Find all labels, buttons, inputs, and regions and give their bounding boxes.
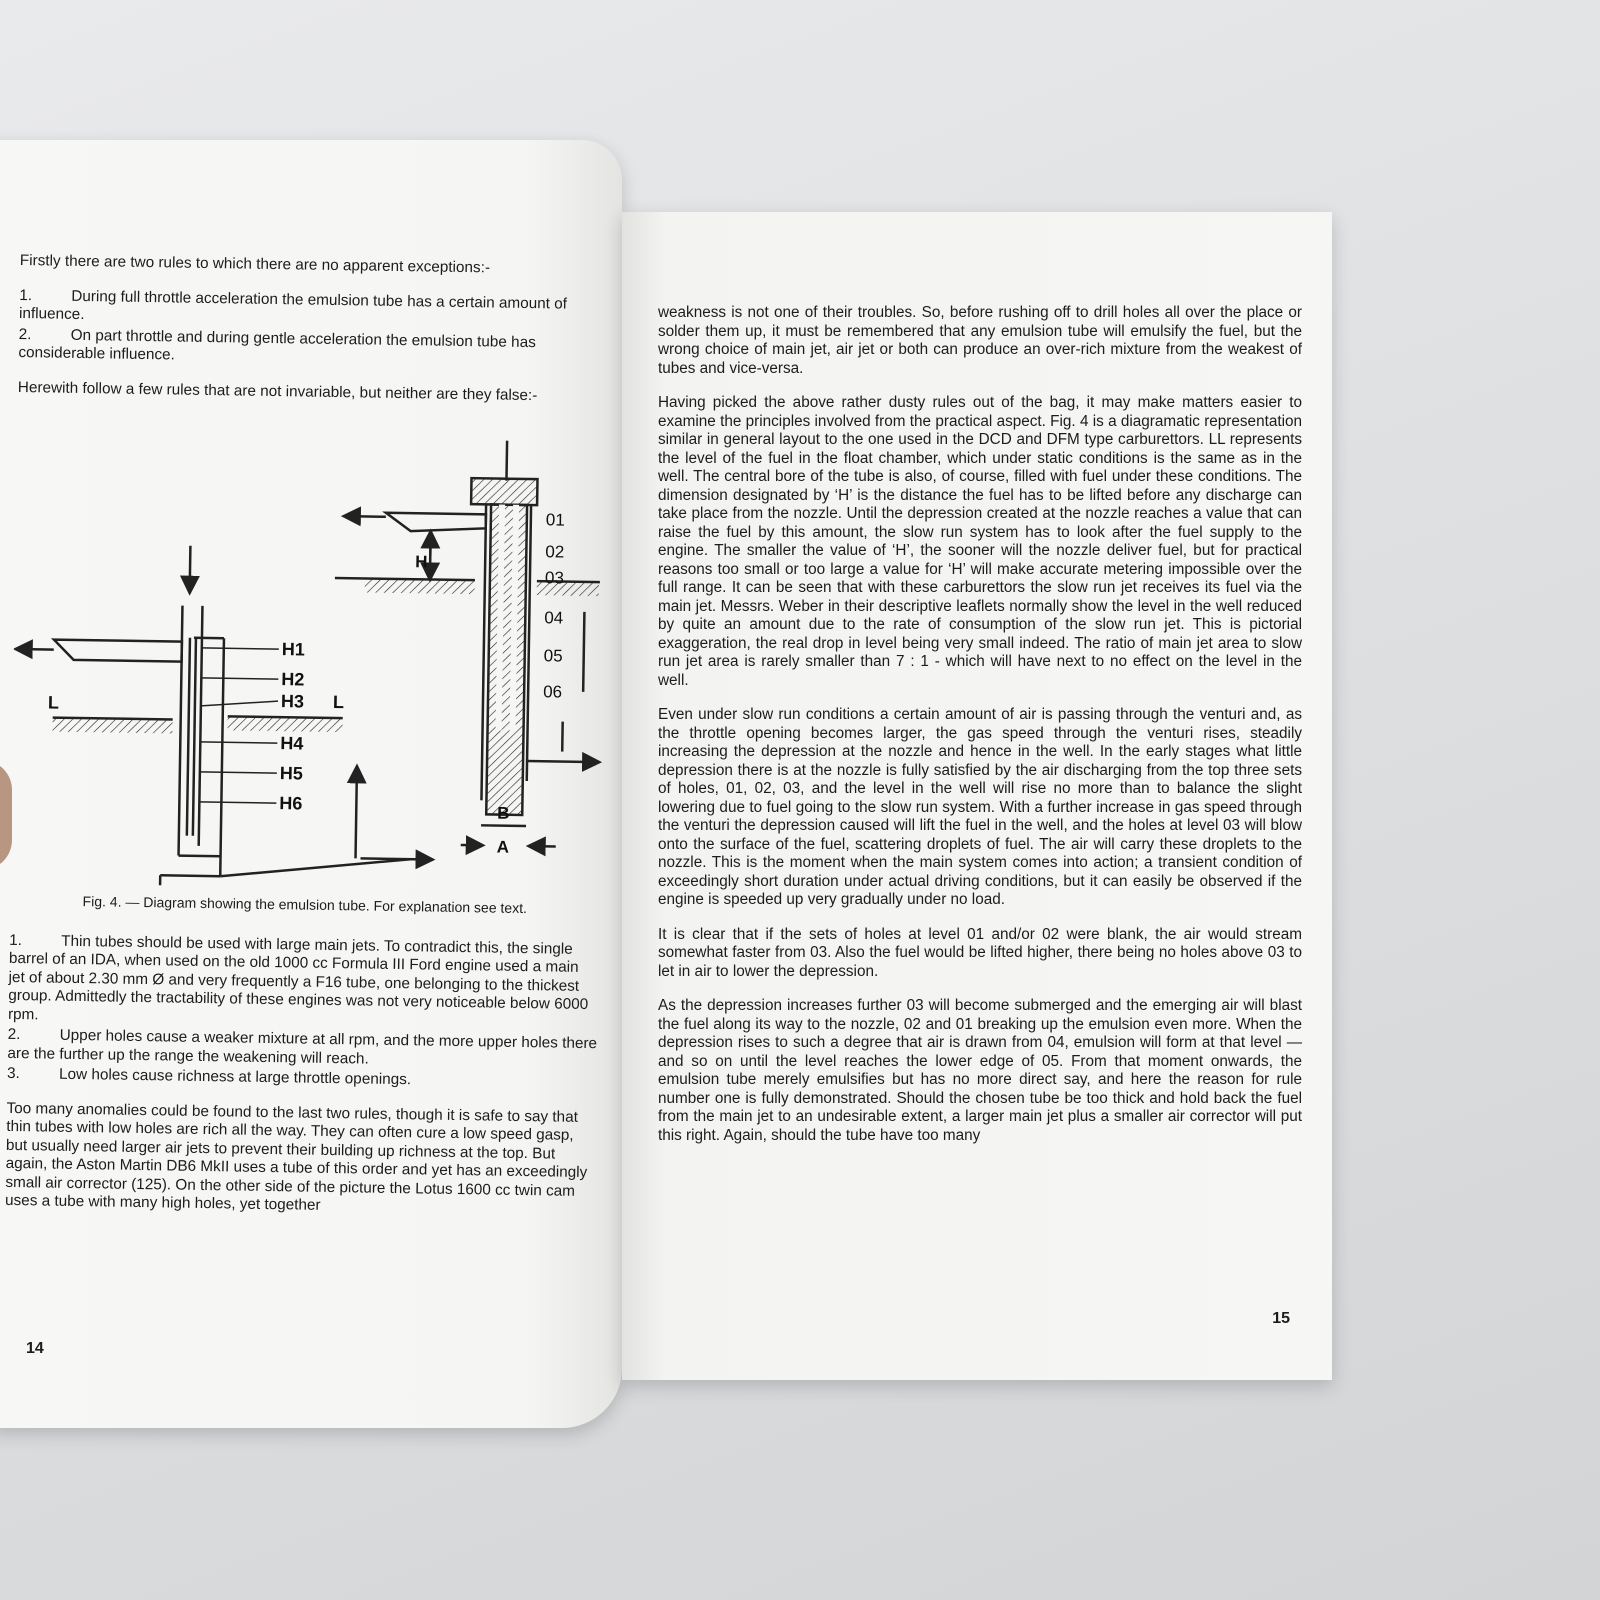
emulsion-tube-diagram [10, 413, 607, 892]
left-tube-diagram [14, 543, 435, 892]
list-item-1-text: Thin tubes should be used with large main jets. To contradict this, the single barrel of an IDA, when used on the old 1000 cc Formula III Ford engine used a main jet of about 2.30 mm Ø and very frequently a F16 tube, one belonging to the thickest group. Admittedly the tractability of these engines was not very noticeable below 6000 rpm. [7, 932, 589, 1023]
list-item-2 [7, 1026, 598, 1072]
list-item-1-number: 1. [9, 931, 23, 949]
list-item-1 [8, 931, 599, 1033]
paragraph-1: weakness is not one of their troubles. So, before rushing off to drill holes all over the place or solder them up, it must be remembered that any emulsion tube will emulsify the fuel, but the wrong choice of main jet, air jet or both can produce an over-rich mixture from the weakest of tubes and vice-versa. [658, 304, 1302, 377]
paragraph-2: Having picked the above rather dusty rules out of the bag, it may make matters easier to examine the principles involved from the practical aspect. Fig. 4 is a diagramatic representation similar in general layout to the one used in the DCD and DFM type carburettors. LL represents the level of the fuel in the float chamber, which under static conditions is the same as in the well. The central bore of the tube is also, of course, filled with fuel under these conditions. The dimension designated by ‘H’ is the distance the fuel has to be lifted before any discharge can take place from the nozzle. Until the depression created at the nozzle reaches a value that can raise the fuel by this amount, the slow run system has to look after the fuel supply to the engine. The smaller the value of ‘H’, the sooner will the nozzle deliver fuel, but for practical reasons too small or too large a value for ‘H’ will make accurate metering impossible over the full range. It can be seen that with these carburettors the slow run jet receives its fuel via the main jet. Messrs. Weber in their descriptive leaflets normally show the level in the well reduced by quite an amount due to the rate of consumption of the slow run jet. This is pictorial exaggeration, the real drop in level being very small indeed. The ratio of main jet area to slow run jet area is rarely smaller than 7 : 1 - which will have next to no effect on the level in the well. [658, 394, 1302, 689]
herewith-text: Herewith follow a few rules that are not invariable, but neither are they false:- [17, 378, 538, 404]
label-h1: H1 [281, 639, 305, 660]
rule-1-text: During full throttle acceleration the emulsion tube has a certain amount of influence. [18, 287, 568, 324]
list-item-3-text: Low holes cause richness at large throttle openings. [58, 1065, 412, 1089]
dimension-b: B [497, 803, 510, 823]
label-h5: H5 [279, 763, 304, 784]
intro-text: Firstly there are two rules to which there are no apparent exceptions:- [19, 252, 491, 277]
level-label-left: L [47, 692, 60, 713]
right-tube-diagram [331, 438, 602, 847]
list-item-2-text: Upper holes cause a weaker mixture at all rpm, and the more upper holes there are the further up the range the weakening will reach. [7, 1026, 598, 1068]
label-04: 04 [544, 608, 564, 628]
left-page [0, 140, 622, 1428]
rule-1 [19, 286, 610, 332]
paragraph-4: It is clear that if the sets of holes at level 01 and/or 02 were blank, the air would stream somewhat faster from 03. Also the fuel would be lifted higher, there being no holes above 03 to let in air to lower the depression. [658, 925, 1302, 980]
right-page-text [658, 304, 1302, 1161]
paragraph-3: Even under slow run conditions a certain amount of air is passing through the venturi and, as the throttle opening becomes larger, the gas speed through the venturi rises, steadily increasing the depression at the nozzle and hence in the well. In the early stages what little depression there is at the nozzle is fully satisfied by the air discharging from the top three sets of holes, 01, 02, 03, and the level in the well will rise no more than to balance the slight lowering due to fuel going to the slow run system. With a further increase in gas speed through the venturi the depression caused will lift the fuel in the well, and the holes at level 03 will blow onto the surface of the fuel, scattering droplets of fuel. The air will carry these droplets to the nozzle. This is the moment when the main system comes into action; a transient condition of exceedingly short duration under actual driving conditions, but it can easily be observed if the engine is speeded up very gradually under no load. [658, 706, 1302, 908]
dimension-a: A [496, 837, 510, 857]
rule-2-text: On part throttle and during gentle acceleration the emulsion tube has considerable influence. [18, 326, 536, 364]
label-03: 03 [544, 568, 565, 588]
label-05: 05 [543, 646, 563, 666]
label-h4: H4 [280, 733, 304, 754]
level-label-mid: L [332, 691, 345, 713]
left-page-text [5, 252, 610, 1236]
label-h6: H6 [279, 793, 303, 814]
anomalies-paragraph: Too many anomalies could be found to the last two rules, though it is safe to say that thin tubes with low holes are rich all the way. They can often cure a low speed gasp, but usually need larger air jets to prevent their building up richness at the top. But again, the Aston Martin DB6 MkII uses a tube of this order and yet has an exceedingly small air corrector (125). On the other side of the picture the Lotus 1600 cc twin cam uses a tube with many high holes, yet together [4, 1099, 588, 1214]
paragraph-5: As the depression increases further 03 will become submerged and the emerging air will blast the fuel along its way to the nozzle, 02 and 01 breaking up the emulsion even more. When the depression rises to such a degree that air is drawn from 04, emulsion will form at that level — and so on until the level reaches the lower edge of 05. From that moment onwards, the emulsion tube merely emulsifies but has no more direct say, and here the reason for rule number one is fully demonstrated. Should the chosen tube be too thick and hold back the fuel from the main jet to an undesirable extent, a larger main jet plus a smaller air corrector will put this right. Again, should the tube have too many [658, 997, 1302, 1144]
right-page [622, 212, 1332, 1380]
list-item-3-number: 3. [6, 1064, 20, 1083]
page-number-right: 15 [1272, 1310, 1290, 1327]
rule-1-number: 1. [19, 286, 33, 304]
height-label: H [415, 552, 428, 572]
rule-2 [18, 325, 609, 371]
list-item-2-number: 2. [7, 1025, 21, 1044]
figure-caption: Fig. 4. — Diagram showing the emulsion tube. For explanation see text. [82, 893, 528, 917]
label-06: 06 [543, 682, 563, 702]
label-02: 02 [545, 542, 565, 562]
label-h2: H2 [281, 669, 305, 690]
rule-2-number: 2. [18, 325, 32, 343]
label-h3: H3 [280, 691, 305, 712]
label-01: 01 [545, 510, 565, 530]
page-number-left: 14 [26, 1340, 44, 1357]
